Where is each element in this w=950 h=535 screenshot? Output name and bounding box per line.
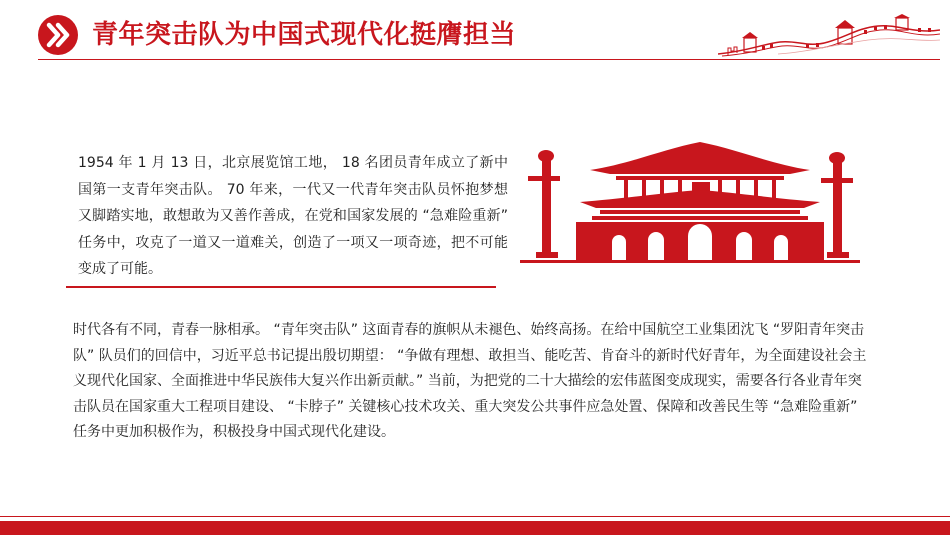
great-wall-icon (718, 14, 940, 58)
intro-divider (66, 286, 496, 288)
title-divider (38, 59, 940, 60)
double-chevron-right-icon (38, 15, 78, 55)
page-title: 青年突击队为中国式现代化挺膺担当 (92, 20, 517, 50)
footer-band (0, 521, 950, 535)
tiananmen-gate-icon (520, 140, 860, 268)
footer-line (0, 516, 950, 517)
header-badge (38, 15, 78, 55)
body-paragraph: 时代各有不同，青春一脉相承。 “青年突击队” 这面青春的旗帜从未褪色、始终高扬。在给中国航空工业集团沈飞 “罗阳青年突击队” 队员们的回信中，习近平总书记提出殷切期望： “争做有理想、敢担当、能吃苦、肯奋斗的新时代好青年，为全面建设社会主义现代化国家、全面推进中华民族伟大复兴作出新贡献。” 当前，为把党的二十大描绘的宏伟蓝图变成现实，需要各行各业青年突击队员在国家重大工程项目建设、 “卡脖子” 关键核心技术攻关、重大突发公共事件应急处置、保障和改善民生等 “急难险重新” 任务中更加积极作为，积极投身中国式现代化建设。 (73, 322, 867, 440)
intro-paragraph: 1954 年 1 月 13 日，北京展览馆工地， 18 名团员青年成立了新中国第一支青年突击队。 70 年来，一代又一代青年突击队员怀抱梦想又脚踏实地，敢想敢为又善作善成，在党和国家发展的 “急难险重新” 任务中，攻克了一道又一道难关，创造了一项又一项奇迹，把不可能变成了可能。 (78, 155, 508, 278)
